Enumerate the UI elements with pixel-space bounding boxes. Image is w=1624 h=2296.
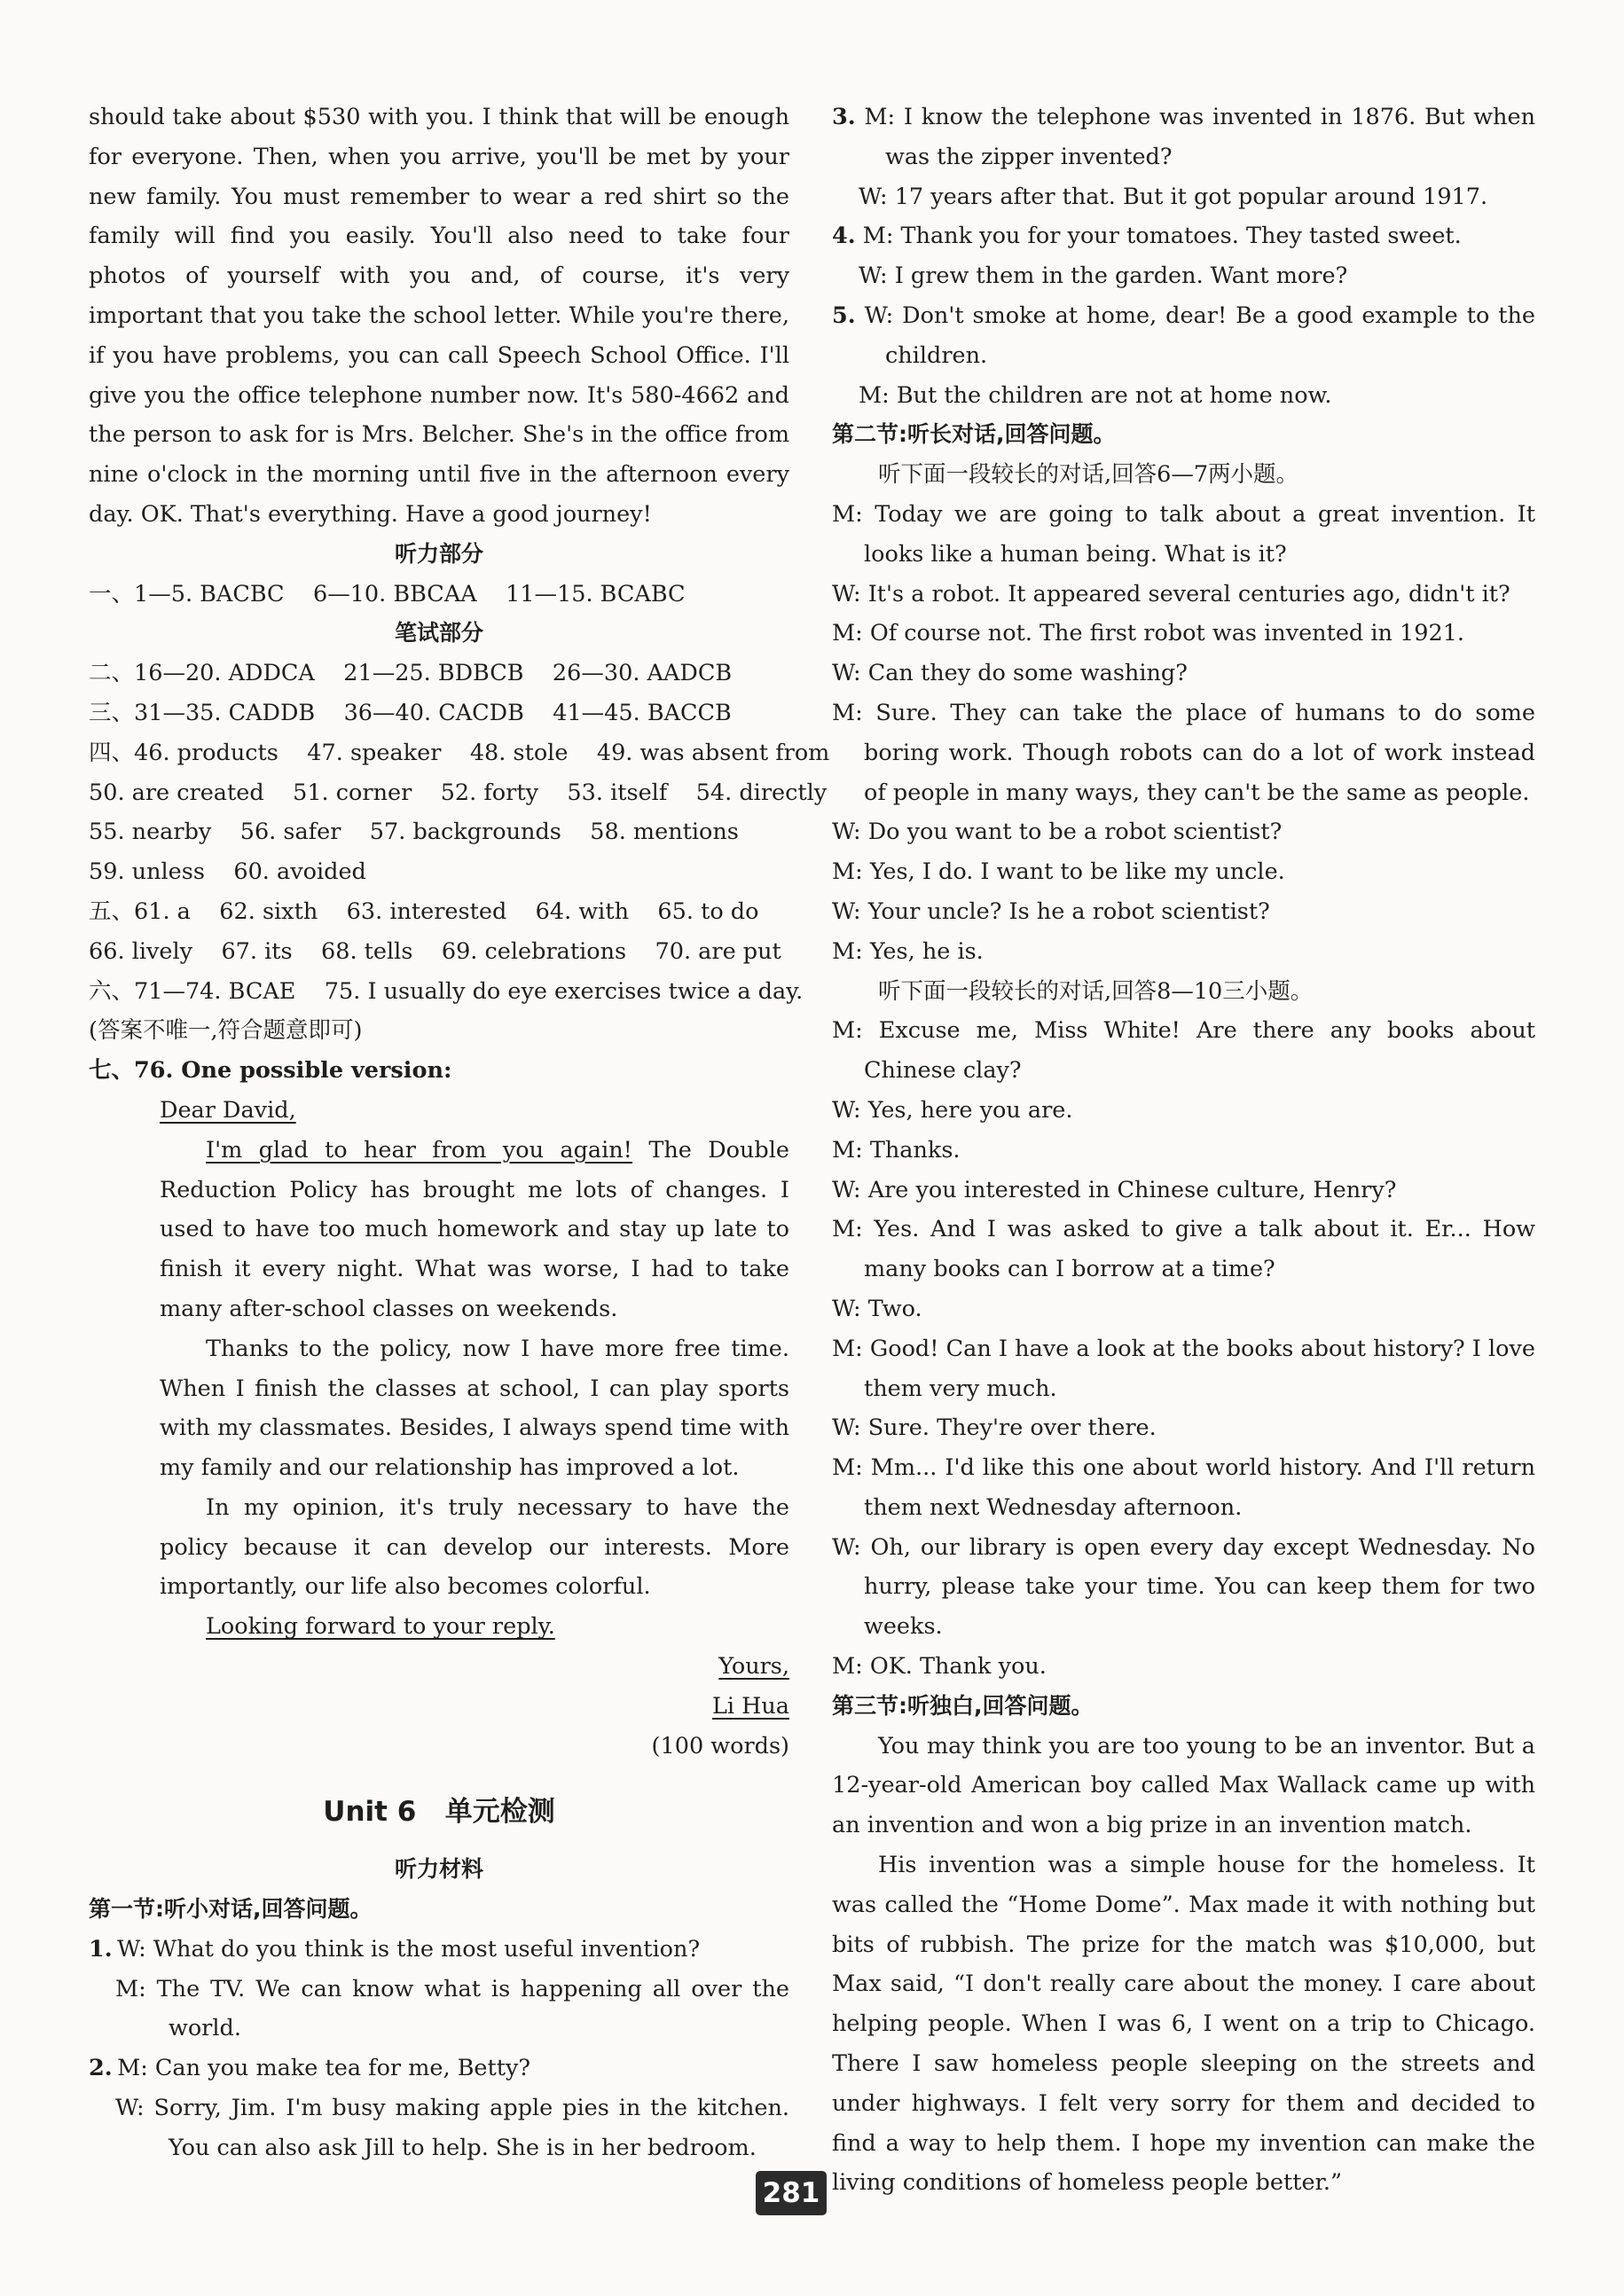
speaker: M: bbox=[832, 858, 863, 886]
speaker: W: bbox=[832, 1096, 861, 1124]
dialog-line: The TV. We can know what is happening all over the world. bbox=[156, 1975, 790, 2042]
conversation-text: Thanks. bbox=[869, 1136, 961, 1164]
conversation-line bbox=[832, 1647, 1535, 1687]
conversation2-intro: 听下面一段较长的对话,回答8—10三小题。 bbox=[878, 977, 1314, 1005]
conversation-text: Yes, I do. I want to be like my uncle. bbox=[869, 858, 1285, 886]
answer-line: 六、71—74. BCAE 75. I usually do eye exercises twice a day. bbox=[89, 977, 804, 1005]
speaker: M: bbox=[832, 1454, 863, 1482]
reading-passage: should take about $530 with you. I think that will be enough for everyone. Then, when you arrive, you'll be met by your new family. You must remember to wear a red shirt so the family will find you easily. You'll also need to take four photos of yourself with you and, of course, it's very important that you take the school letter. While you're there, if you have problems, you can call Speech School Office. I'll give you the office telephone number now. It's 580-4662 and the person to ask for is Mrs. Belcher. She's in the office from nine o'clock in the morning until five in the afternoon every day. OK. That's everything. Have a good journey! bbox=[89, 104, 789, 528]
right-column bbox=[832, 98, 1535, 2203]
conversation-line bbox=[832, 852, 1535, 892]
speaker: M: bbox=[859, 381, 890, 409]
speaker: M: bbox=[117, 2055, 148, 2082]
answer-line: 三、31—35. CADDB 36—40. CACDB 41—45. BACCB bbox=[89, 699, 732, 726]
conversation-text: Sure. They're over there. bbox=[867, 1414, 1157, 1442]
unit-title: Unit 6 单元检测 bbox=[323, 1796, 555, 1829]
sample-letter bbox=[89, 1091, 789, 1767]
letter-sign-off: Yours, bbox=[718, 1653, 789, 1681]
conversation-text: Excuse me, Miss White! Are there any books about Chinese clay? bbox=[864, 1017, 1536, 1085]
dialog-line: I know the telephone was invented in 1876. But when was the zipper invented? bbox=[885, 104, 1535, 170]
dialog-item bbox=[89, 1930, 789, 2049]
conversation-text: OK. Thank you. bbox=[869, 1653, 1047, 1681]
conversation-text: Good! Can I have a look at the books about history? I love them very much. bbox=[864, 1335, 1536, 1402]
answer-line: 59. unless 60. avoided bbox=[89, 858, 366, 886]
conversation-text: Two. bbox=[867, 1295, 922, 1322]
answer-line: 五、61. a 62. sixth 63. interested 64. with 65. to do bbox=[89, 897, 759, 925]
speaker: M: bbox=[832, 1136, 863, 1164]
speaker: W: bbox=[832, 580, 861, 607]
materials-title: 听力材料 bbox=[394, 1856, 483, 1883]
conversation-line bbox=[832, 892, 1535, 932]
conversation-line bbox=[832, 694, 1535, 812]
conversation-line bbox=[832, 1171, 1535, 1211]
conversation-line bbox=[832, 495, 1535, 575]
answer-line: 二、16—20. ADDCA 21—25. BDBCB 26—30. AADCB bbox=[89, 660, 733, 687]
speaker: M: bbox=[115, 1975, 146, 2002]
speaker: W: bbox=[115, 2095, 145, 2122]
conversation2 bbox=[832, 1011, 1535, 1687]
conversation-line bbox=[832, 1448, 1535, 1528]
dialog-item bbox=[89, 2049, 789, 2167]
speaker: M: bbox=[832, 1653, 863, 1681]
speaker: M: bbox=[862, 223, 894, 250]
answer-line: 66. lively 67. its 68. tells 69. celebrations 70. are put bbox=[89, 937, 781, 965]
dialog-number: 4. bbox=[832, 223, 856, 250]
speaker: M: bbox=[832, 620, 863, 647]
dialog-item bbox=[832, 296, 1535, 415]
answer-note: (答案不唯一,符合题意即可) bbox=[89, 1017, 363, 1045]
dialog-number: 1. bbox=[89, 1935, 113, 1963]
conversation-line bbox=[832, 1329, 1535, 1409]
conversation-text: Yes, here you are. bbox=[867, 1096, 1073, 1124]
listening-answers: 一、1—5. BACBC 6—10. BBCAA 11—15. BCABC bbox=[89, 580, 686, 607]
conversation-text: Your uncle? Is he a robot scientist? bbox=[867, 897, 1270, 925]
conversation-text: Yes. And I was asked to give a talk about it. Er... How many books can I borrow at a time? bbox=[864, 1216, 1535, 1283]
dialog-number: 2. bbox=[89, 2055, 113, 2082]
dialog-line: 17 years after that. But it got popular around 1917. bbox=[894, 183, 1488, 210]
speaker: W: bbox=[832, 819, 861, 846]
conversation-line bbox=[832, 614, 1535, 654]
speaker: W: bbox=[832, 1295, 861, 1322]
conversation-text: Are you interested in Chinese culture, Henry? bbox=[867, 1176, 1397, 1203]
conversation-text: Oh, our library is open every day except Wednesday. No hurry, please take your time. You can keep them for two weeks. bbox=[864, 1533, 1535, 1641]
conversation-line bbox=[832, 812, 1535, 852]
letter-closing: Looking forward to your reply. bbox=[206, 1613, 555, 1641]
letter-signature: Li Hua bbox=[711, 1692, 789, 1720]
speaker: W: bbox=[832, 660, 861, 687]
conversation1-intro: 听下面一段较长的对话,回答6—7两小题。 bbox=[878, 461, 1299, 489]
conversation-line bbox=[832, 575, 1535, 615]
dialog-line: Thank you for your tomatoes. They tasted sweet. bbox=[900, 223, 1462, 250]
written-section-title: 笔试部分 bbox=[394, 620, 483, 646]
conversation-text: It's a robot. It appeared several centuries ago, didn't it? bbox=[867, 580, 1510, 607]
page-number: 281 bbox=[756, 2171, 827, 2215]
speaker: W: bbox=[832, 897, 861, 925]
speaker: W: bbox=[832, 1533, 861, 1561]
dialog-line: Can you make tea for me, Betty? bbox=[154, 2055, 531, 2082]
dialog-number: 3. bbox=[832, 104, 856, 130]
conversation-line bbox=[832, 932, 1535, 972]
letter-greeting: Dear David, bbox=[160, 1096, 296, 1124]
answer-line: 四、46. products 47. speaker 48. stole 49. was absent from bbox=[89, 739, 830, 766]
conversation-line bbox=[832, 1091, 1535, 1131]
speaker: M: bbox=[832, 937, 863, 965]
speaker: M: bbox=[832, 1017, 863, 1045]
conversation-text: Of course not. The first robot was invented in 1921. bbox=[869, 620, 1465, 647]
dialog-line: Sorry, Jim. I'm busy making apple pies in the kitchen. You can also ask Jill to help. She is in her bedroom. bbox=[153, 2095, 789, 2161]
conversation-line bbox=[832, 1408, 1535, 1448]
speaker: W: bbox=[859, 183, 888, 210]
conversation-line bbox=[832, 1131, 1535, 1171]
dialog-line: Don't smoke at home, dear! Be a good example to the children. bbox=[885, 302, 1536, 369]
section3-title: 第三节:听独白,回答问题。 bbox=[832, 1692, 1094, 1719]
speaker: W: bbox=[864, 302, 894, 329]
conversation-text: Today we are going to talk about a great invention. It looks like a human being. What is it? bbox=[864, 500, 1535, 568]
letter-para2: Thanks to the policy, now I have more free time. When I finish the classes at school, I can play sports with my classmates. Besides, I always spend time with my family and our relationship has improved a lot. bbox=[160, 1335, 789, 1482]
speaker: M: bbox=[832, 500, 863, 528]
speaker: M: bbox=[832, 699, 863, 726]
dialog-line: But the children are not at home now. bbox=[896, 381, 1332, 409]
speaker: M: bbox=[832, 1216, 863, 1243]
speaker: W: bbox=[832, 1176, 861, 1203]
conversation-line bbox=[832, 1011, 1535, 1091]
conversation-text: Mm... I'd like this one about world history. And I'll return them next Wednesday afternoon. bbox=[864, 1454, 1535, 1521]
letter-para1: The Double Reduction Policy has brought me lots of changes. I used to have too much homework and stay up late to finish it every night. What was worse, I had to take many after-school classes on weekends. bbox=[160, 1136, 790, 1322]
dialog-line: What do you think is the most useful invention? bbox=[153, 1935, 701, 1963]
conversation-line bbox=[832, 654, 1535, 694]
section1-title: 第一节:听小对话,回答问题。 bbox=[89, 1896, 373, 1923]
speaker: W: bbox=[832, 1414, 861, 1442]
conversation-text: Sure. They can take the place of humans to do some boring work. Though robots can do a lot of work instead of people in many ways, they can't be the same as people. bbox=[864, 699, 1535, 806]
monologue-para2: His invention was a simple house for the homeless. It was called the “Home Dome”. Max made it with nothing but bits of rubbish. The prize for the match was $10,000, but Max said, “I don't really care about the money. I care about helping people. When I was 6, I went on a trip to Chicago. There I saw homeless people sleeping on the streets and under highways. I felt very sorry for them and decided to find a way to help them. I hope my invention can make the living conditions of homeless people better.” bbox=[832, 1852, 1535, 2197]
letter-para3: In my opinion, it's truly necessary to have the policy because it can develop our interests. More importantly, our life also becomes colorful. bbox=[160, 1493, 789, 1601]
answer-line: 50. are created 51. corner 52. forty 53. itself 54. directly bbox=[89, 779, 828, 806]
writing-version-label: 七、76. One possible version: bbox=[89, 1057, 452, 1085]
answer-line: 55. nearby 56. safer 57. backgrounds 58. mentions bbox=[89, 819, 739, 846]
dialog-item bbox=[832, 98, 1535, 216]
speaker: M: bbox=[864, 104, 896, 130]
dialog-number: 5. bbox=[832, 302, 856, 329]
letter-opening: I'm glad to hear from you again! bbox=[206, 1136, 632, 1164]
conversation-line bbox=[832, 1289, 1535, 1329]
conversation-line bbox=[832, 1528, 1535, 1647]
conversation-text: Yes, he is. bbox=[869, 937, 984, 965]
conversation1 bbox=[832, 495, 1535, 972]
speaker: M: bbox=[832, 1335, 863, 1362]
speaker: W: bbox=[859, 263, 888, 290]
conversation-text: Can they do some washing? bbox=[867, 660, 1188, 687]
left-column bbox=[89, 98, 830, 2168]
conversation-line bbox=[832, 1210, 1535, 1289]
conversation-text: Do you want to be a robot scientist? bbox=[867, 819, 1283, 846]
dialog-item bbox=[832, 216, 1535, 296]
speaker: W: bbox=[117, 1935, 146, 1963]
monologue-para1: You may think you are too young to be an inventor. But a 12-year-old American boy called Max Wallack came up with an invention and won a big prize in an invention match. bbox=[832, 1732, 1535, 1839]
section2-title: 第二节:听长对话,回答问题。 bbox=[832, 421, 1116, 448]
dialog-line: I grew them in the garden. Want more? bbox=[894, 263, 1348, 290]
listening-section-title: 听力部分 bbox=[394, 540, 483, 567]
word-count: (100 words) bbox=[651, 1732, 789, 1759]
